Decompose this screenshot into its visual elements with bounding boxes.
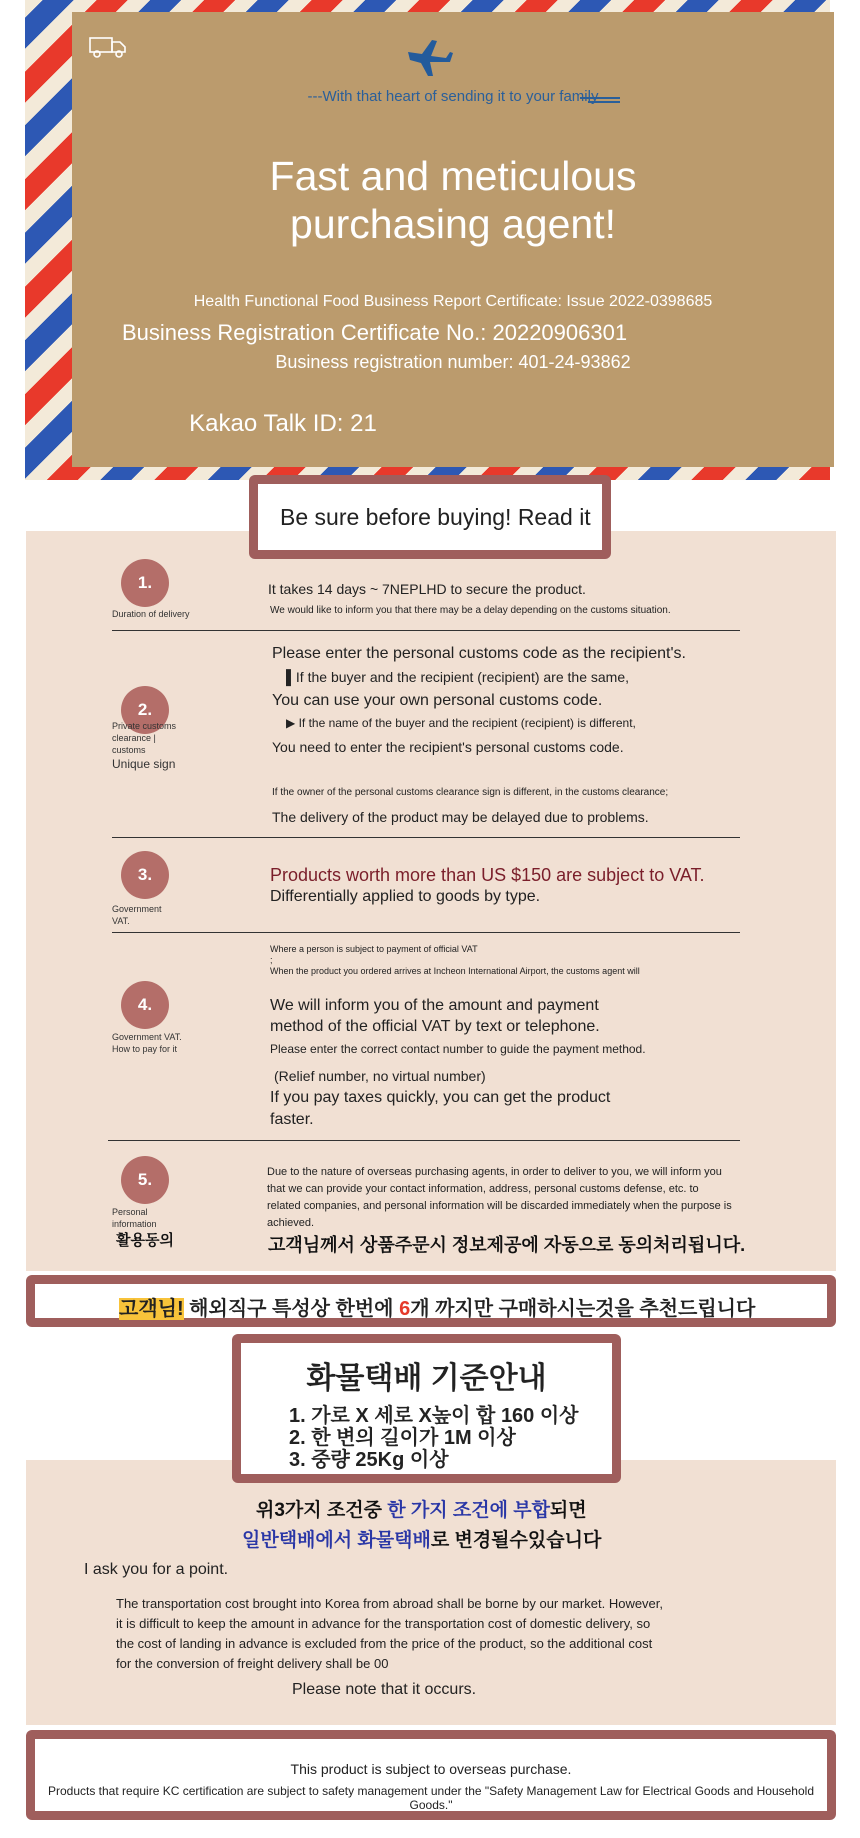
section-2-sublabel: Unique sign	[112, 757, 176, 771]
recommend-text: 고객님! 해외직구 특성상 한번에 6개 까지만 구매하시는것을 추천드립니다	[119, 1298, 756, 1320]
cargo-item-3: 3. 중량 25Kg 이상	[289, 1449, 449, 1471]
cargo-item-2: 2. 한 변의 길이가 1M 이상	[289, 1427, 516, 1449]
business-registration-cert: Business Registration Certificate No.: 20220906301	[122, 320, 628, 345]
section-4-line-8: If you pay taxes quickly, you can get the product	[270, 1089, 611, 1106]
headline-line-2: purchasing agent!	[290, 201, 616, 247]
recommend-highlight: 고객님!	[119, 1298, 184, 1320]
divider	[112, 932, 740, 933]
section-4-number: 4.	[121, 981, 169, 1029]
section-5-line-2: that we can provide your contact information, address, personal customs defense, etc. to	[267, 1183, 699, 1195]
divider	[112, 837, 740, 838]
recommend-banner	[26, 1275, 836, 1327]
section-4-line-1: Where a person is subject to payment of official VAT	[270, 944, 478, 954]
point-body: The transportation cost brought into Korea from abroad shall be borne by our market. However, it is difficult to keep the amount in advance for the transportation cost of domestic delivery, so the cost of landing in advance is excluded from the price of the product, so the additional cost for the conversion of freight delivery shall be 00	[116, 1596, 664, 1671]
section-2-line-2: ▌If the buyer and the recipient (recipient) are the same,	[286, 669, 629, 685]
section-4-line-5: method of the official VAT by text or telephone.	[270, 1018, 600, 1035]
section-3-line-2: Differentially applied to goods by type.	[270, 888, 541, 905]
play-icon: ▶	[286, 716, 299, 730]
point-panel	[26, 1460, 836, 1725]
section-2-label: Private customs clearance | customs	[112, 721, 177, 755]
info-panel	[26, 531, 836, 1271]
section-2-line-1: Please enter the personal customs code as the recipient's.	[272, 645, 686, 662]
divider	[112, 630, 740, 631]
envelope-header	[25, 0, 830, 480]
arrow-icon: ▌	[286, 669, 296, 685]
section-1-number: 1.	[121, 559, 169, 607]
section-2-line-7: The delivery of the product may be delayed due to problems.	[272, 809, 649, 825]
cargo-title: 화물택배 기준안내	[306, 1362, 547, 1395]
section-1-line-2: We would like to inform you that there may be a delay depending on the customs situation.	[270, 605, 671, 616]
cargo-item-1: 1. 가로 X 세로 X높이 합 160 이상	[289, 1405, 579, 1427]
footer-notice-box	[26, 1730, 836, 1820]
section-2-line-4: ▶ If the name of the buyer and the recipient (recipient) is different,	[286, 716, 636, 730]
section-2-number: 2.	[121, 686, 169, 734]
tagline-decoration	[580, 96, 620, 104]
section-4-line-3: When the product you ordered arrives at Incheon International Airport, the customs agent will	[270, 966, 640, 976]
airplane-icon	[402, 30, 454, 82]
section-2-line-6: If the owner of the personal customs clearance sign is different, in the customs clearance;	[272, 787, 669, 798]
headline	[72, 152, 834, 248]
health-cert: Health Functional Food Business Report Certificate: Issue 2022-0398685	[193, 293, 713, 310]
section-5-line-3: related companies, and personal information will be discarded immediately when the purpose is	[267, 1200, 732, 1212]
section-4-line-2: ;	[270, 955, 273, 965]
section-3-number: 3.	[121, 851, 169, 899]
section-2-line-3: You can use your own personal customs code.	[272, 692, 603, 709]
read-notice-text: Be sure before buying! Read it	[280, 504, 591, 530]
cargo-guide-box	[232, 1334, 621, 1483]
section-2-line-5: You need to enter the recipient's personal customs code.	[272, 739, 624, 755]
recommend-limit: 6	[399, 1298, 411, 1320]
tagline: ---With that heart of sending it to your family	[307, 88, 599, 105]
section-5-number: 5.	[121, 1156, 169, 1204]
section-5-line-1: Due to the nature of overseas purchasing agents, in order to deliver to you, we will inform you	[267, 1166, 722, 1178]
read-notice-box	[249, 475, 611, 559]
section-4-line-4: We will inform you of the amount and payment	[270, 997, 599, 1014]
truck-icon	[88, 32, 128, 60]
section-5-line-4: achieved.	[267, 1217, 315, 1229]
conditions-line-1: 위3가지 조건중 한 가지 조건에 부합되면	[256, 1500, 587, 1521]
section-3-line-1: Products worth more than US $150 are subject to VAT.	[270, 865, 705, 885]
section-5-consent: 고객님께서 상품주문시 정보제공에 자동으로 동의처리됩니다.	[268, 1235, 746, 1255]
footer-notice-line-1: This product is subject to overseas purchase.	[290, 1761, 572, 1777]
point-note: Please note that it occurs.	[292, 1681, 477, 1698]
section-3-label: Government VAT.	[112, 904, 162, 926]
section-4-line-6: Please enter the correct contact number to guide the payment method.	[270, 1042, 646, 1056]
point-ask: I ask you for a point.	[84, 1561, 229, 1578]
section-4-label: Government VAT. How to pay for it	[112, 1032, 182, 1054]
footer-notice-line-2: Products that require KC certification are subject to safety management under the "Safety Management Law for Electrical Goods and Household Goods."	[47, 1784, 814, 1812]
section-5-label-kor: 활용동의	[116, 1232, 174, 1249]
headline-line-1: Fast and meticulous	[269, 153, 637, 199]
business-registration-number: Business registration number: 401-24-93862	[275, 352, 631, 372]
section-1-label: Duration of delivery	[112, 609, 190, 619]
section-4-line-7: (Relief number, no virtual number)	[274, 1068, 486, 1084]
section-5-label: Personal information	[112, 1207, 157, 1229]
section-1-line-1: It takes 14 days ~ 7NEPLHD to secure the product.	[268, 581, 586, 597]
envelope-body	[72, 12, 834, 467]
section-4-line-9: faster.	[270, 1111, 314, 1128]
conditions-line-2: 일반택배에서 화물택배로 변경될수있습니다	[242, 1530, 602, 1551]
kakao-talk-id: Kakao Talk ID: 21	[189, 410, 377, 437]
divider	[108, 1140, 740, 1141]
